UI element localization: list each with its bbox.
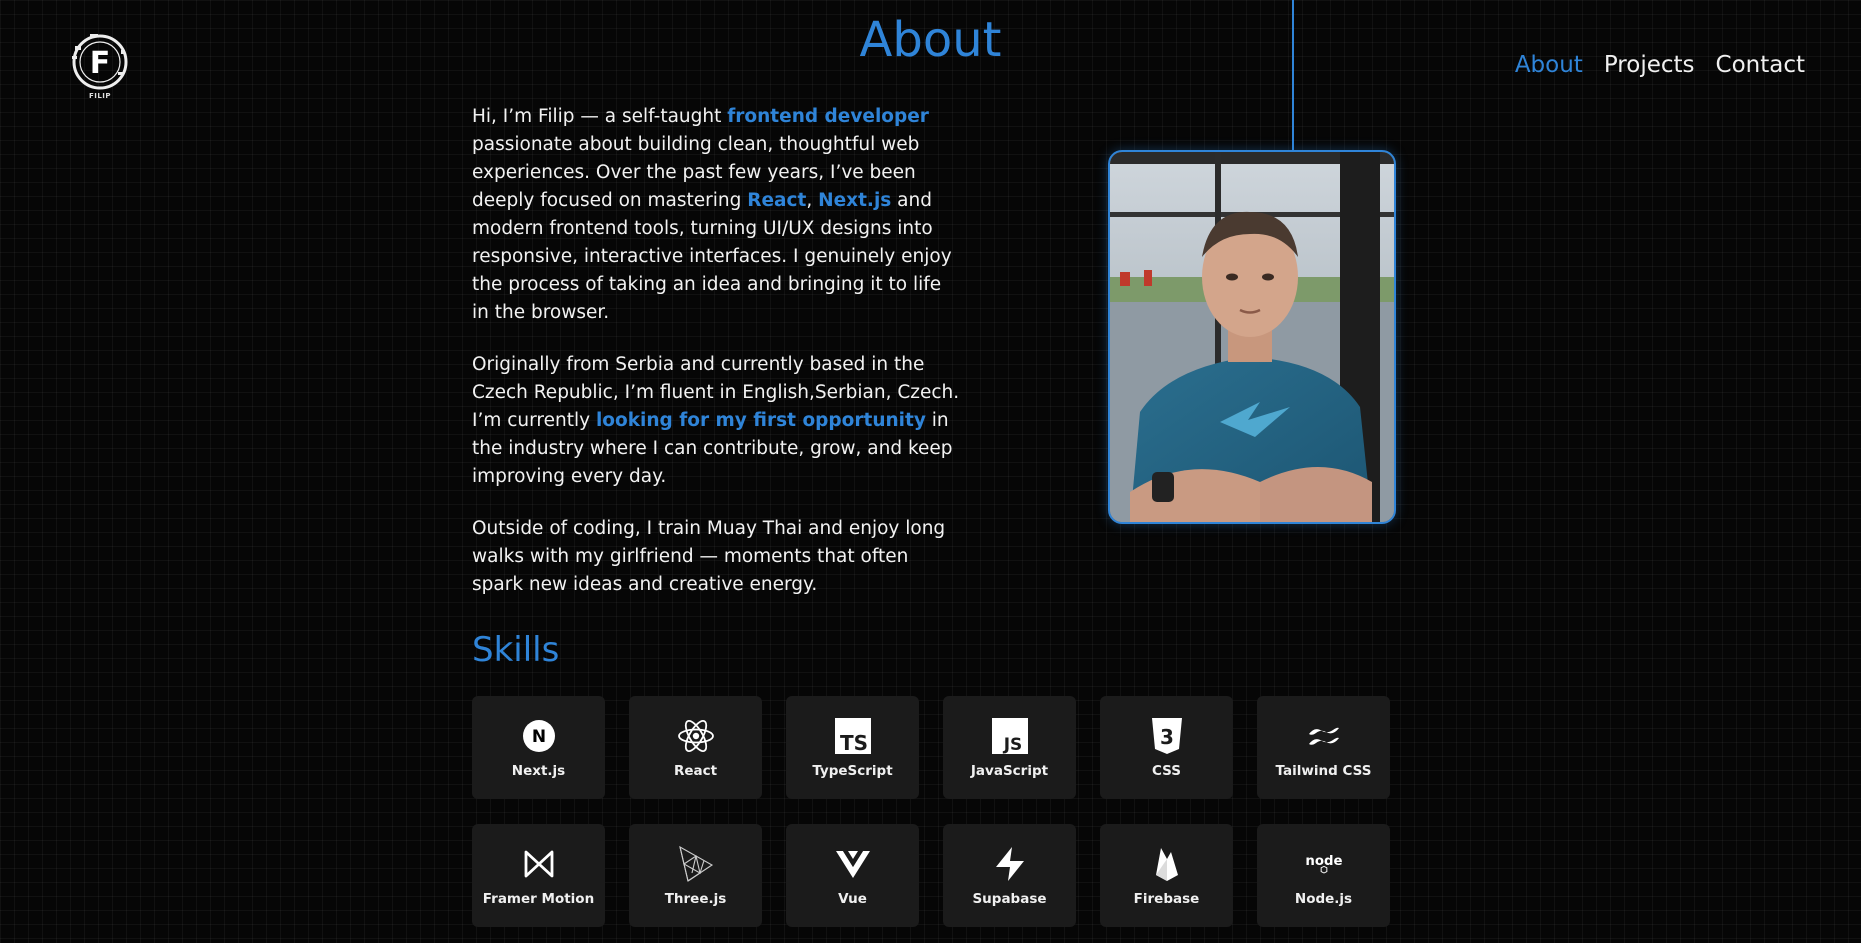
skill-card-vue[interactable] <box>786 824 919 927</box>
tailwind-icon <box>1305 717 1343 755</box>
bio-text: Outside of coding, I train Muay Thai and enjoy long walks with my girlfriend — moments that often spark new ideas and creative energy. <box>472 518 946 595</box>
nav-about[interactable]: About <box>1514 52 1583 78</box>
skill-card-nodejs[interactable] <box>1257 824 1390 927</box>
skill-card-nextjs[interactable] <box>472 696 605 799</box>
bio-paragraph-3 <box>472 515 962 599</box>
bio-text: Originally from Serbia and currently based in the Czech Republic, I’m fluent in English,Serbian, Czech. I’m currently <box>472 354 960 431</box>
skill-label: Firebase <box>1133 890 1200 907</box>
skill-label: Framer Motion <box>482 890 595 907</box>
skill-card-firebase[interactable] <box>1100 824 1233 927</box>
skill-card-css[interactable] <box>1100 696 1233 799</box>
bio-section <box>472 103 962 623</box>
skill-card-tailwind[interactable] <box>1257 696 1390 799</box>
skills-title: Skills <box>472 630 560 670</box>
svg-text:JS: JS <box>1003 734 1022 754</box>
highlight-react: React <box>747 190 807 211</box>
threejs-icon <box>677 845 715 883</box>
javascript-icon <box>991 717 1029 755</box>
typescript-icon <box>834 717 872 755</box>
bio-text: in the industry where I can contribute, grow, and keep improving every day. <box>472 410 953 487</box>
svg-text:F: F <box>89 46 111 81</box>
skills-grid <box>472 696 1392 927</box>
nav-contact[interactable]: Contact <box>1715 52 1805 78</box>
page-title: About <box>859 12 1002 68</box>
skill-label: Supabase <box>972 890 1047 907</box>
skill-card-framer-motion[interactable] <box>472 824 605 927</box>
nodejs-icon <box>1305 845 1343 883</box>
skill-label: Tailwind CSS <box>1275 762 1372 779</box>
skill-label: Node.js <box>1294 890 1353 907</box>
skill-card-typescript[interactable] <box>786 696 919 799</box>
framer-motion-icon <box>520 845 558 883</box>
skill-label: JavaScript <box>970 762 1049 779</box>
supabase-icon <box>991 845 1029 883</box>
skill-card-javascript[interactable] <box>943 696 1076 799</box>
accent-divider-line <box>1292 0 1294 150</box>
svg-text:N: N <box>531 726 546 747</box>
react-icon <box>677 717 715 755</box>
firebase-icon <box>1148 845 1186 883</box>
bio-paragraph-1 <box>472 103 962 327</box>
highlight-nextjs: Next.js <box>818 190 892 211</box>
skill-card-supabase[interactable] <box>943 824 1076 927</box>
svg-text:TS: TS <box>839 730 868 754</box>
skill-label: TypeScript <box>812 762 893 779</box>
skill-card-react[interactable] <box>629 696 762 799</box>
css-icon <box>1148 717 1186 755</box>
nav-projects[interactable]: Projects <box>1603 52 1695 78</box>
highlight-frontend-developer: frontend developer <box>727 106 929 127</box>
skill-label: Vue <box>838 890 867 907</box>
skill-label: CSS <box>1152 762 1181 779</box>
skill-label: React <box>673 762 718 779</box>
profile-photo-illustration <box>1110 152 1394 522</box>
bio-text: Hi, I’m Filip — a self-taught <box>472 106 728 127</box>
bio-paragraph-2 <box>472 351 962 491</box>
vue-icon <box>834 845 872 883</box>
skill-card-threejs[interactable] <box>629 824 762 927</box>
bio-text: passionate about building clean, thoughtful web experiences. Over the past few years, I’ve been deeply focused on mastering <box>472 134 920 211</box>
bio-text: and modern frontend tools, turning UI/UX designs into responsive, interactive interfaces. I genuinely enjoy the process of taking an idea and bringing it to life in the browser. <box>472 190 952 323</box>
logo-label: FILIP <box>88 92 112 100</box>
bio-text: , <box>806 190 819 211</box>
profile-photo <box>1108 150 1396 524</box>
svg-text:3: 3 <box>1159 724 1174 749</box>
svg-text:node: node <box>1304 853 1343 869</box>
skill-label: Next.js <box>511 762 566 779</box>
highlight-first-opportunity: looking for my first opportunity <box>595 410 926 431</box>
skill-label: Three.js <box>664 890 727 907</box>
nextjs-icon <box>520 717 558 755</box>
